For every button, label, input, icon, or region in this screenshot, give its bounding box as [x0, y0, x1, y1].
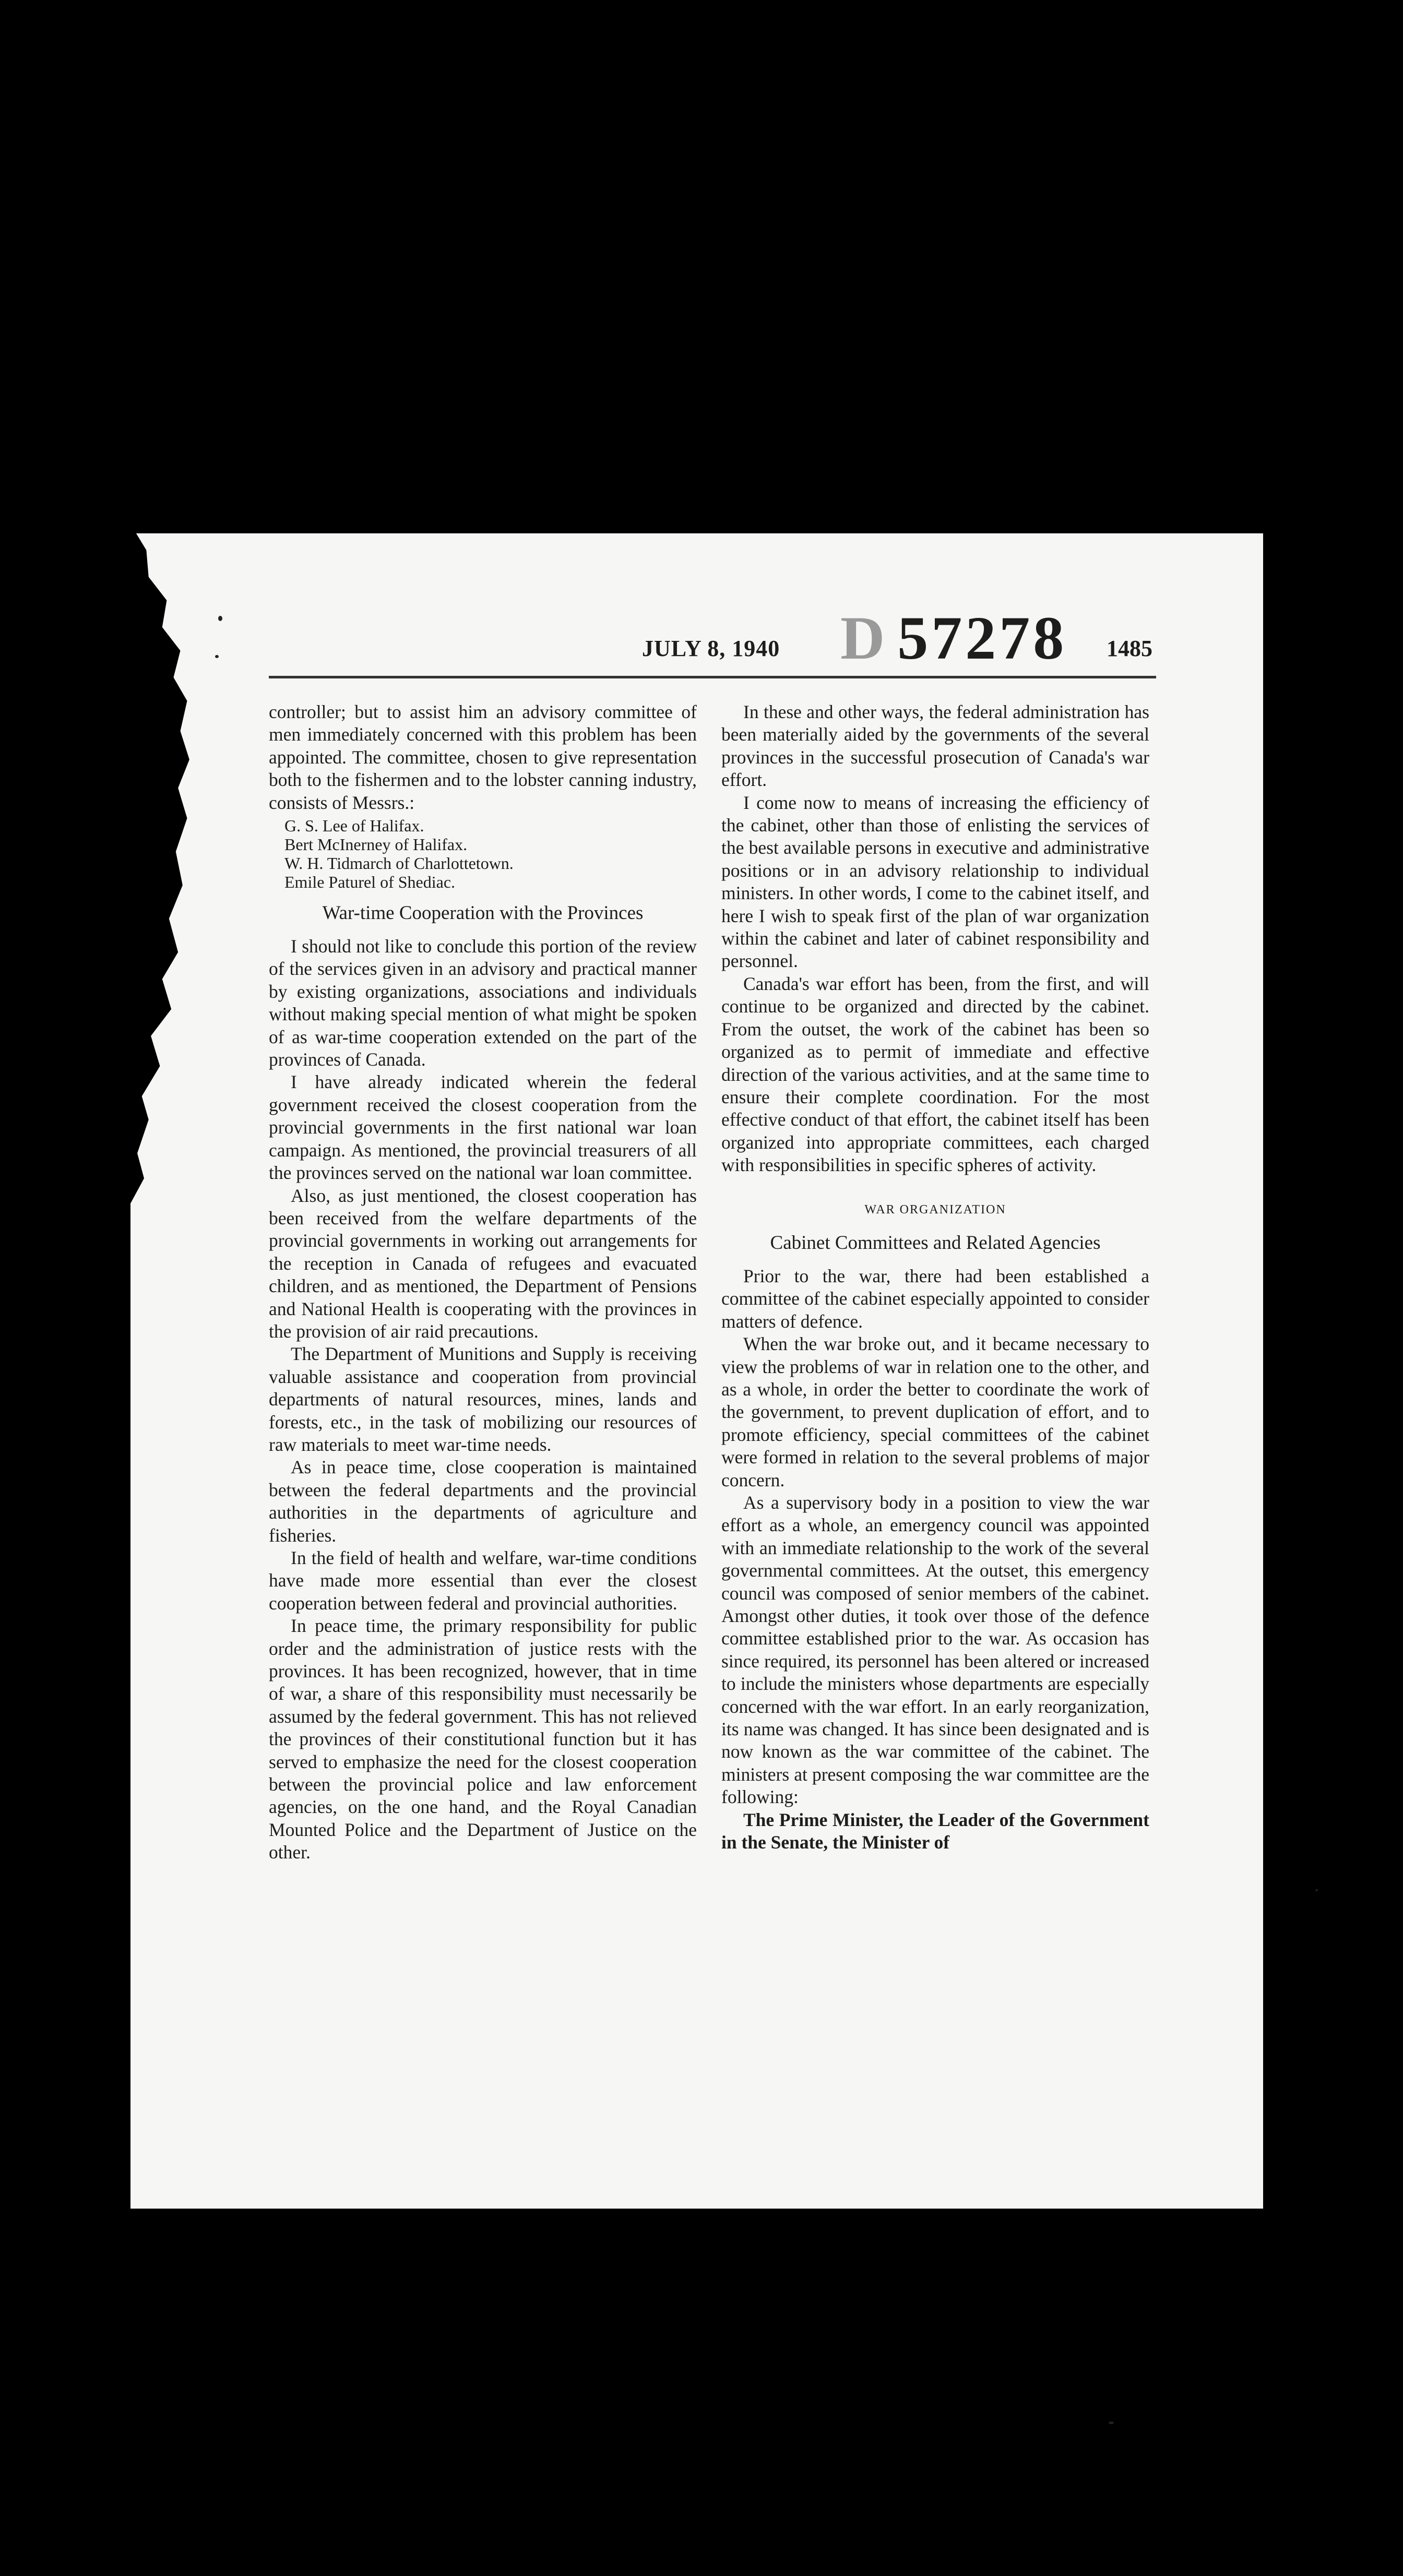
stamp-letter: D — [840, 604, 888, 672]
paragraph: Canada's war effort has been, from the first, and will continue to be organized and directed by the cabinet. From the outset, the work of the cabinet has been so organized as to permit of immediate and effective direction of the various activities, and at the same time to ensure their complete coordination. For the most effective conduct of that effort, the cabinet itself has been organized into appropriate committees, each charged with responsibilities in specific spheres of activity. — [721, 973, 1149, 1176]
paragraph: I should not like to conclude this portion of the review of the services given in an advisory and practical manner by existing organizations, associations and individuals without making special mention of what might be spoken of as war-time cooperation extended on the part of the provinces of Canada. — [269, 936, 697, 1070]
page-header — [266, 603, 1159, 671]
header-rule — [269, 676, 1156, 678]
paragraph: The Prime Minister, the Leader of the Government in the Senate, the Minister of — [721, 1809, 1149, 1853]
paragraph: controller; but to assist him an advisory committee of men immediately concerned with this problem has been appointed. The committee, chosen to give representation both to the fishermen and to the lobster canning industry, consists of Messrs.: — [269, 701, 697, 813]
paragraph: The Department of Munitions and Supply is receiving valuable assistance and cooperation from provincial departments of natural resources, mines, lands and forests, etc., in the task of mobilizing our resources of raw materials to meet war-time needs. — [269, 1343, 697, 1455]
document-id-stamp — [840, 603, 1067, 674]
page-number: 1485 — [1107, 636, 1152, 661]
paragraph: As a supervisory body in a position to view the war effort as a whole, an emergency council was appointed with an immediate relationship to the work of the several governmental committees. At the outset, this emergency council was composed of senior members of the cabinet. Amongst other duties, it took over those of the defence committee established prior to the war. As occasion has since required, its personnel has been altered or increased to include the ministers whose departments are especially concerned with the war effort. In an early reorganization, its name was changed. It has since been designated and is now known as the war committee of the cabinet. The ministers at present composing the war committee are the following: — [721, 1492, 1149, 1808]
section-subheading: War-time Cooperation with the Provinces — [322, 902, 644, 924]
list-item: G. S. Lee of Halifax. — [284, 816, 424, 836]
paragraph: I come now to means of increasing the efficiency of the cabinet, other than those of enlisting the services of the best available persons in executive and administrative positions or in an advisory relationship to individual ministers. In other words, I come to the cabinet itself, and here I wish to speak first of the plan of war organization within the cabinet and later of cabinet responsibility and personnel. — [721, 792, 1149, 972]
list-item: Bert McInerney of Halifax. — [284, 835, 468, 854]
right-column — [721, 701, 1149, 1854]
page-date: JULY 8, 1940 — [642, 636, 780, 661]
paragraph: Also, as just mentioned, the closest cooperation has been received from the welfare departments of the provincial governments in working out arrangements for the reception in Canada of refugees and evacuated children, and as mentioned, the Department of Pensions and National Health is cooperating with the provinces in the provision of air raid precautions. — [269, 1185, 697, 1342]
left-column — [269, 701, 697, 1864]
paragraph: I have already indicated wherein the federal government received the closest cooperation from the provincial governments in the first national war loan campaign. As mentioned, the provincial treasurers of all the provinces served on the national war loan committee. — [269, 1071, 697, 1184]
section-heading: WAR ORGANIZATION — [864, 1202, 1006, 1217]
paragraph: In the field of health and welfare, war-time conditions have made more essential than ever the closest cooperation between federal and provincial authorities. — [269, 1547, 697, 1614]
list-item: Emile Paturel of Shediac. — [284, 873, 456, 892]
committee-member-list — [284, 816, 697, 891]
paragraph: In peace time, the primary responsibility for public order and the administration of justice rests with the provinces. It has been recognized, however, that in time of war, a share of this responsibility must necessarily be assumed by the federal government. This has not relieved the provinces of their constitutional function but it has served to emphasize the need for the closest cooperation between the provincial police and law enforcement agencies, on the one hand, and the Royal Canadian Mounted Police and the Department of Justice on the other. — [269, 1615, 697, 1863]
paragraph: As in peace time, close cooperation is maintained between the federal departments and the provincial authorities in the departments of agriculture and fisheries. — [269, 1457, 697, 1546]
list-item: W. H. Tidmarch of Charlottetown. — [284, 854, 514, 873]
paragraph: When the war broke out, and it became necessary to view the problems of war in relation one to the other, and as a whole, in order the better to coordinate the work of the government, to prevent duplication of effort, and to promote efficiency, special committees of the cabinet were formed in relation to the several problems of major concern. — [721, 1333, 1149, 1490]
paragraph: In these and other ways, the federal administration has been materially aided by the governments of the several provinces in the successful prosecution of Canada's war effort. — [721, 701, 1149, 791]
section-subheading: Cabinet Committees and Related Agencies — [770, 1232, 1101, 1254]
paragraph: Prior to the war, there had been established a committee of the cabinet especially appointed to consider matters of defence. — [721, 1265, 1149, 1332]
document-number: 57278 — [897, 604, 1067, 672]
